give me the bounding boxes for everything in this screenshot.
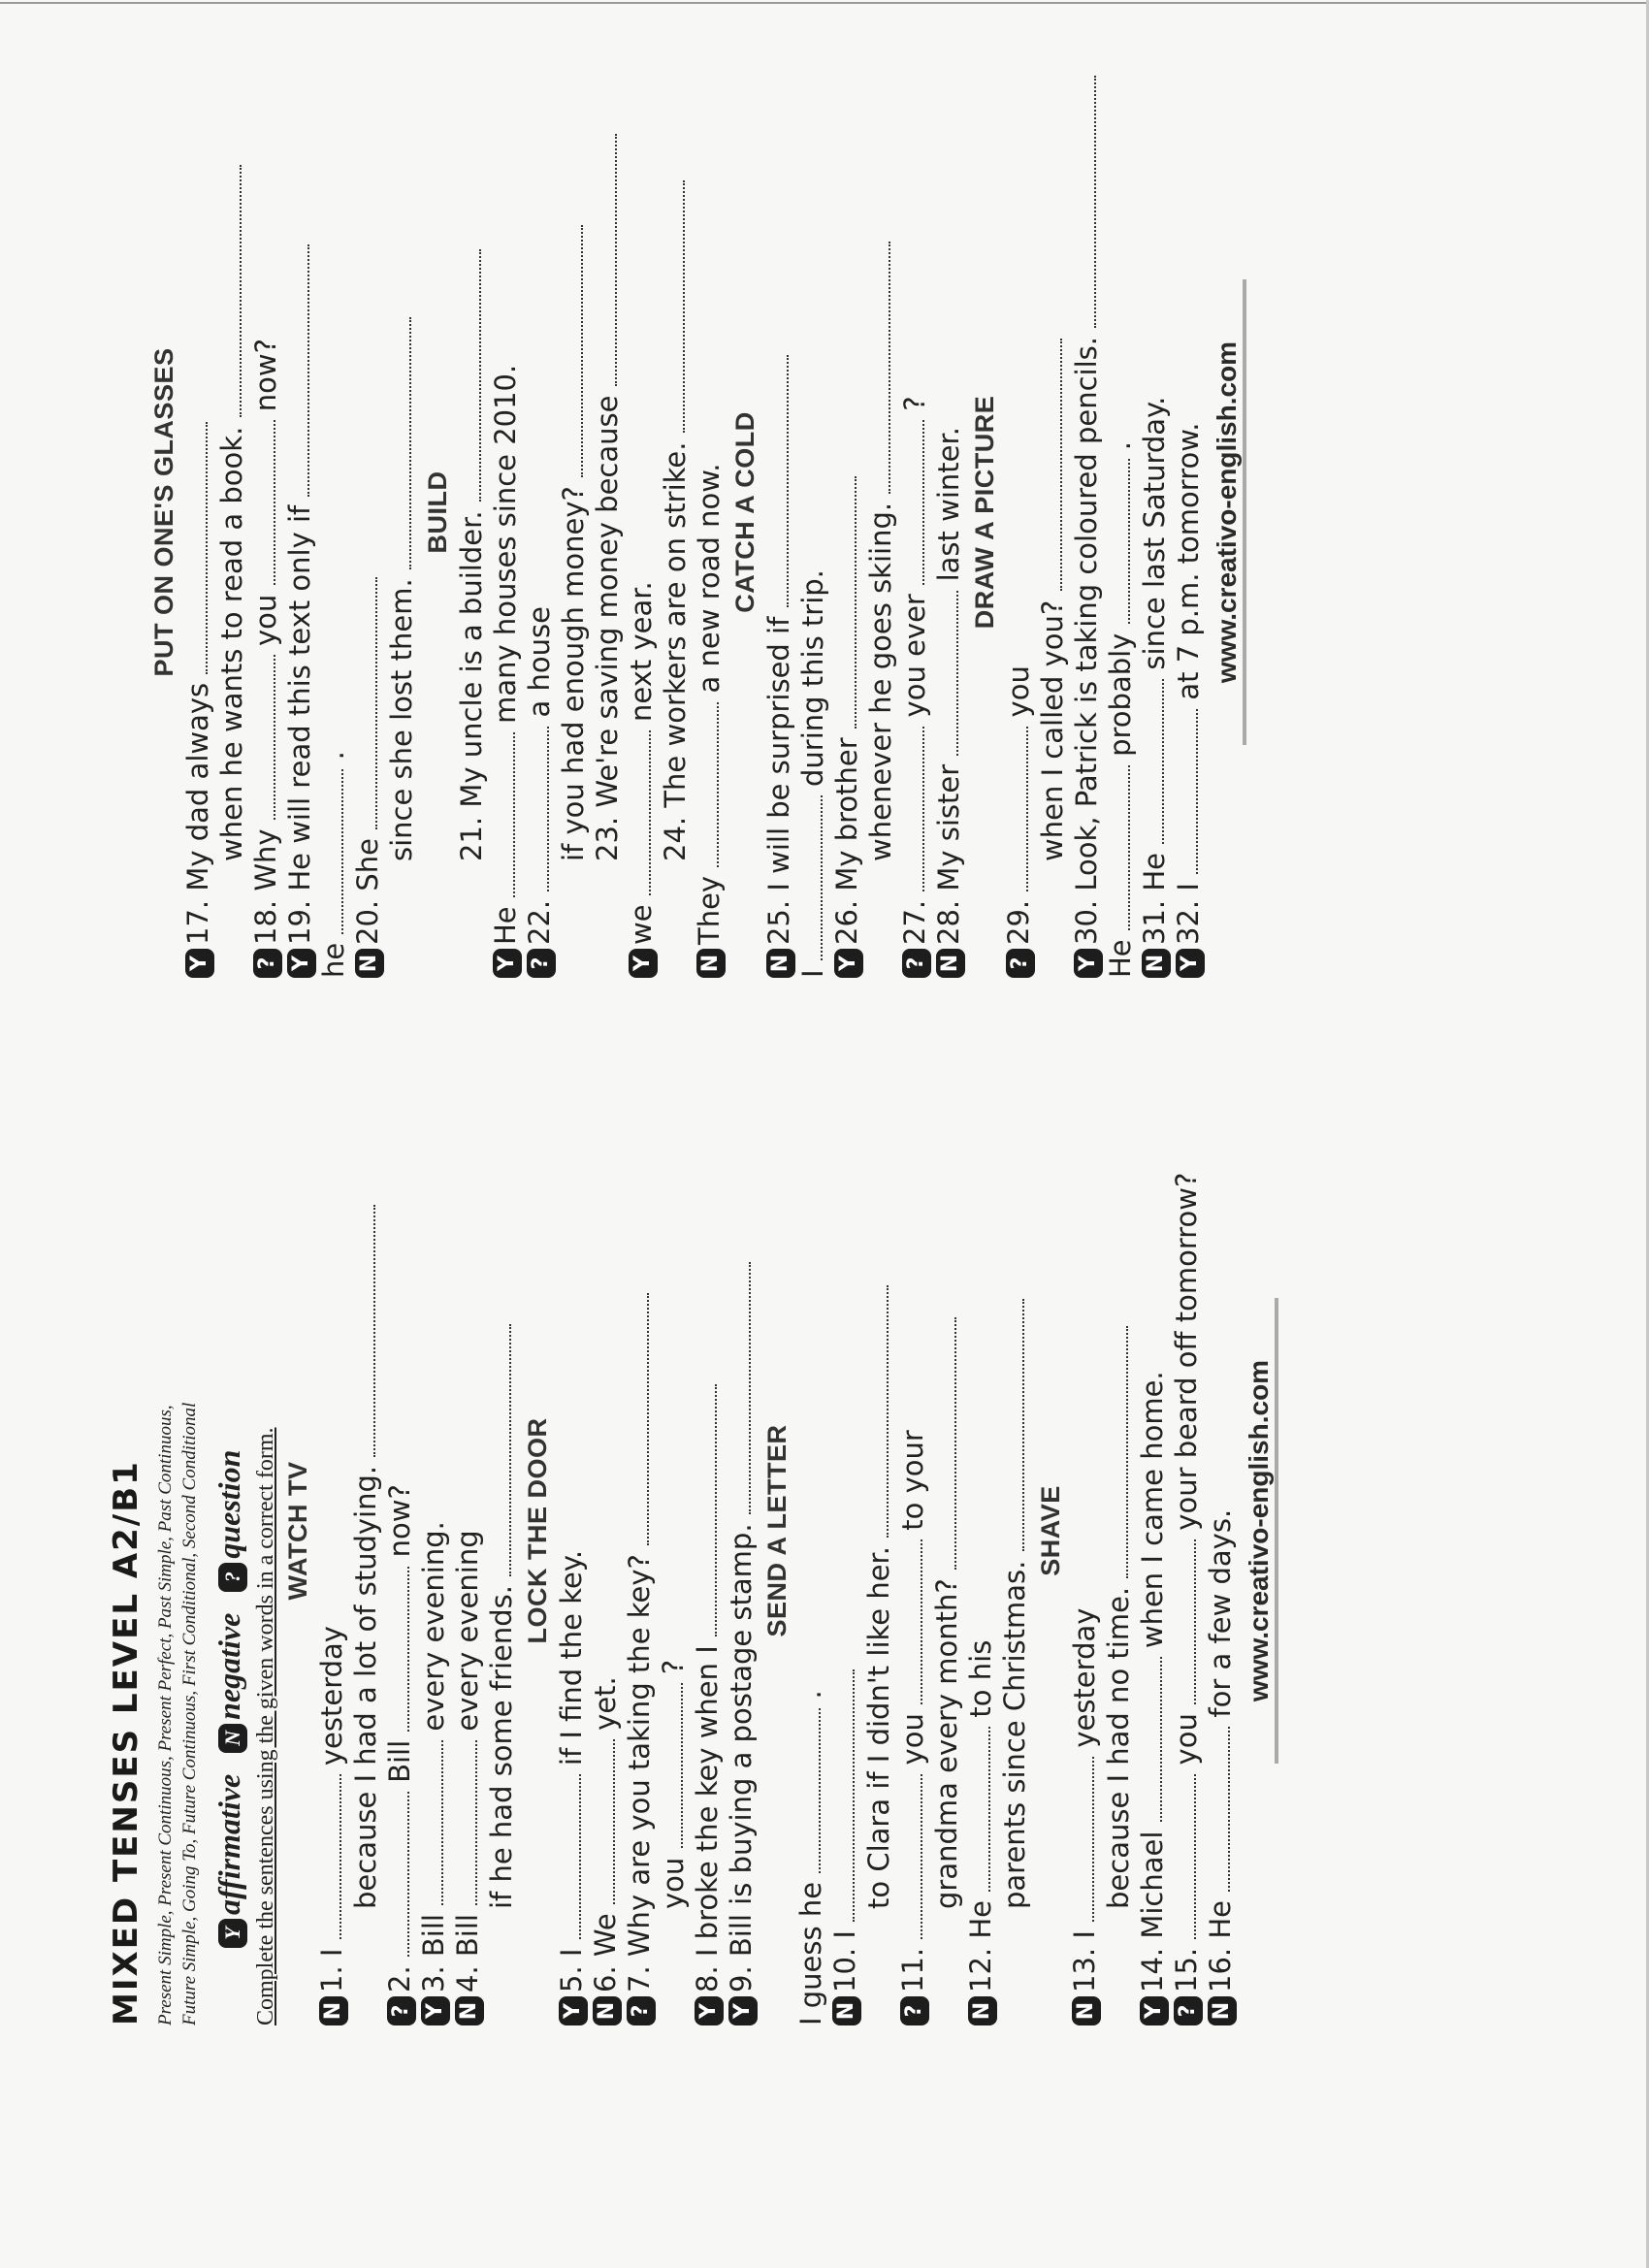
exercise-line — [930, 1036, 964, 2025]
sentence-text: your beard off tomorrow? — [1170, 1172, 1203, 1531]
exercise-line — [828, 1036, 862, 2025]
answer-blank[interactable] — [1107, 459, 1130, 624]
sentence-text: 4. Bill — [451, 1914, 484, 1993]
sentence-text: you ever — [898, 594, 931, 718]
sentence-text: 16. He — [1204, 1900, 1237, 1993]
sentence-text: I guess he — [794, 1881, 827, 2025]
answer-blank[interactable] — [1107, 765, 1130, 930]
sentence-text: every evening. — [417, 1521, 450, 1732]
sentence-text: 26. My brother — [830, 737, 863, 945]
sentence-text: 15. — [1170, 1947, 1203, 1993]
sentence-text: 2. — [383, 1965, 416, 1993]
sentence-text: 19. He will read this text only if — [283, 504, 316, 945]
sentence-text: He — [1104, 939, 1137, 978]
exercise-line — [451, 1036, 485, 2025]
sentence-text: 17. My dad always — [181, 682, 214, 945]
answer-blank[interactable] — [492, 732, 515, 897]
sentence-text: he — [317, 942, 350, 978]
question-icon: ? — [387, 1996, 416, 2025]
question-icon: ? — [627, 1996, 656, 2025]
group-draw-a-picture — [1002, 47, 1206, 978]
answer-blank[interactable] — [628, 730, 651, 895]
exercise-line — [417, 1036, 451, 2025]
exercise-line — [591, 47, 625, 978]
exercise-line — [932, 47, 966, 978]
answer-blank[interactable] — [1173, 1539, 1196, 1704]
affirmative-icon: Y — [629, 949, 658, 978]
sentence-text: 14. Michael — [1136, 1831, 1169, 1993]
group-catch-a-cold — [762, 47, 966, 978]
group-send-a-letter — [794, 1036, 1032, 2025]
sentence-text: you — [657, 1857, 690, 1909]
sentence-text: to your — [896, 1430, 929, 1531]
answer-blank[interactable] — [1175, 709, 1198, 874]
sentence-text: . — [794, 1690, 827, 1700]
answer-blank[interactable] — [728, 1262, 751, 1514]
sentence-text: since she lost them. — [385, 578, 418, 861]
exercise-line — [1170, 1036, 1204, 2025]
affirmative-icon: Y — [493, 949, 522, 978]
sentence-text: every evening — [451, 1530, 484, 1732]
exercise-line — [589, 1036, 623, 2025]
answer-blank[interactable] — [797, 1708, 821, 1873]
section-put-on-glasses: PUT ON ONE'S GLASSES — [149, 347, 178, 677]
answer-blank[interactable] — [833, 476, 857, 729]
sentence-text: you — [1002, 665, 1035, 718]
exercise-line — [693, 47, 727, 978]
sentence-text: 32. I — [1172, 883, 1205, 945]
affirmative-icon: Y — [1176, 949, 1205, 978]
negative-icon: N — [936, 949, 965, 978]
sentence-text: 5. I — [555, 1948, 588, 1993]
exercise-line — [1002, 47, 1036, 978]
answer-blank[interactable] — [352, 1205, 375, 1457]
negative-icon: N — [1208, 1996, 1237, 2025]
question-icon: ? — [218, 1563, 247, 1592]
sentence-text: 9. Bill is buying a postage stamp. — [725, 1523, 758, 1993]
sentence-text: yet. — [589, 1676, 622, 1731]
answer-blank[interactable] — [526, 727, 549, 891]
sentence-text: you — [249, 594, 282, 646]
sentence-text: I — [796, 969, 829, 978]
negative-icon: N — [1142, 949, 1171, 978]
sentence-text: if he had some friends. — [485, 1584, 518, 1909]
answer-blank[interactable] — [386, 1567, 409, 1732]
sentence-text: last winter. — [932, 427, 965, 582]
exercise-line — [1138, 47, 1172, 978]
group-put-on-glasses — [181, 47, 419, 978]
sentence-text: 6. We — [589, 1913, 622, 1993]
affirmative-icon: Y — [185, 949, 214, 978]
column-left — [107, 1036, 1278, 2025]
answer-blank[interactable] — [867, 242, 890, 494]
answer-blank[interactable] — [1173, 1774, 1196, 1939]
sentence-text: 29. — [1002, 899, 1035, 945]
exercise-line — [383, 1036, 417, 2025]
answer-blank[interactable] — [592, 1739, 615, 1904]
affirmative-icon: Y — [421, 1996, 450, 2025]
sentence-text: at 7 p.m. tomorrow. — [1172, 422, 1205, 700]
exercise-line — [1102, 1036, 1136, 2025]
sentence-text: if I find the key. — [555, 1549, 588, 1766]
answer-blank[interactable] — [694, 1384, 717, 1636]
sentence-text: when I called you? — [1036, 599, 1069, 861]
sentence-text: 10. I — [828, 1930, 861, 1993]
exercise-line — [485, 1036, 519, 2025]
answer-blank[interactable] — [560, 225, 583, 477]
sentence-text: now? — [249, 339, 282, 412]
answer-blank[interactable] — [1001, 1299, 1024, 1551]
question-icon: ? — [1174, 1996, 1203, 2025]
exercise-line — [283, 47, 317, 978]
exercise-line — [455, 47, 489, 978]
exercise-line — [1068, 1036, 1102, 2025]
exercise-line — [794, 1036, 828, 2025]
sentence-text: 27. — [898, 899, 931, 945]
section-catch-a-cold: CATCH A COLD — [730, 411, 760, 613]
sentence-text: whenever he goes skiing. — [864, 502, 897, 861]
exercise-line — [659, 47, 693, 978]
answer-blank[interactable] — [626, 1293, 649, 1545]
negative-icon: N — [832, 1996, 861, 2025]
answer-blank[interactable] — [318, 1774, 341, 1939]
exercise-line — [385, 47, 419, 978]
sentence-text: next year. — [625, 581, 658, 722]
answer-blank[interactable] — [865, 1285, 889, 1538]
affirmative-icon: Y — [559, 1996, 588, 2025]
answer-blank[interactable] — [458, 249, 481, 502]
exercise-line — [691, 1036, 725, 2025]
exercise-line — [623, 1036, 657, 2025]
section-draw-a-picture: DRAW A PICTURE — [970, 395, 999, 630]
answer-blank[interactable] — [1141, 679, 1164, 844]
answer-blank[interactable] — [558, 1774, 581, 1939]
group-build — [455, 47, 727, 978]
exercise-line — [349, 1036, 383, 2025]
sentence-text: if you had enough money? — [557, 486, 590, 861]
exercise-line — [317, 47, 351, 978]
sentence-text: when I came home. — [1136, 1371, 1169, 1649]
exercise-line — [762, 47, 796, 978]
question-icon: ? — [900, 1996, 929, 2025]
sentence-text: you — [1170, 1713, 1203, 1766]
answer-blank[interactable] — [1005, 727, 1028, 891]
exercise-line — [657, 1036, 691, 2025]
sentence-text: They — [693, 875, 726, 945]
answer-blank[interactable] — [831, 1669, 855, 1922]
answer-blank[interactable] — [184, 422, 208, 674]
section-shave: SHAVE — [1036, 1485, 1065, 1576]
affirmative-icon: Y — [695, 1996, 724, 2025]
affirmative-icon: Y — [218, 1919, 247, 1948]
group-lock-the-door — [555, 1036, 759, 2025]
answer-blank[interactable] — [286, 244, 309, 497]
answer-blank[interactable] — [660, 1683, 683, 1848]
sentence-text: ? — [657, 1659, 690, 1675]
sentence-text: 20. She — [351, 838, 384, 945]
footer-url-right: www.creativo-english.com — [1212, 340, 1242, 684]
answer-blank[interactable] — [799, 795, 823, 960]
sentence-text: 21. My uncle is a builder. — [455, 510, 488, 861]
sentence-text: for a few days. — [1204, 1508, 1237, 1718]
answer-blank[interactable] — [1139, 1657, 1162, 1822]
exercise-line — [830, 47, 864, 978]
affirmative-icon: Y — [728, 1996, 758, 2025]
sentence-text: we — [625, 904, 658, 945]
sentence-text: when he wants to read a book. — [215, 426, 248, 861]
sentence-text: yesterday — [315, 1626, 348, 1766]
footer-url-left: www.creativo-english.com — [1244, 1359, 1274, 1702]
answer-blank[interactable] — [933, 1317, 956, 1570]
exercise-line — [249, 47, 283, 978]
answer-blank[interactable] — [695, 702, 719, 867]
sentence-text: during this trip. — [796, 569, 829, 787]
sentence-text: ? — [898, 396, 931, 411]
section-build: BUILD — [423, 470, 452, 554]
negative-icon: N — [696, 949, 726, 978]
negative-icon: N — [218, 1724, 247, 1753]
tenses-list-line-2: Future Simple, Going To, Future Continuous, First Conditional, Second Conditional — [179, 1402, 200, 2025]
exercise-line — [864, 47, 898, 978]
sentence-text: many houses since 2010. — [489, 364, 522, 724]
affirmative-icon: Y — [834, 949, 863, 978]
exercise-line — [215, 47, 249, 978]
sentence-text: a house — [523, 605, 556, 718]
answer-blank[interactable] — [386, 1792, 409, 1957]
sentence-text: parents since Christmas. — [998, 1560, 1031, 1909]
sentence-text: 11. — [896, 1947, 929, 1993]
answer-blank[interactable] — [901, 727, 924, 891]
exercise-line — [555, 1036, 589, 2025]
answer-blank[interactable] — [1073, 76, 1096, 328]
sentence-text: Bill — [383, 1739, 416, 1783]
section-lock-the-door: LOCK THE DOOR — [523, 1417, 552, 1644]
sentence-text: 3. Bill — [417, 1914, 450, 1993]
section-send-a-letter: SEND A LETTER — [762, 1424, 792, 1637]
exercise-line — [998, 1036, 1032, 2025]
negative-icon: N — [455, 1996, 484, 2025]
answer-blank[interactable] — [765, 355, 789, 607]
footer-bar-left — [1275, 1298, 1278, 1764]
affirmative-icon: Y — [1140, 1996, 1169, 2025]
sentence-text: 30. Look, Patrick is taking coloured pencils. — [1070, 337, 1103, 945]
exercise-line — [1036, 47, 1070, 978]
exercise-line — [557, 47, 591, 978]
exercise-line — [796, 47, 830, 978]
question-icon: ? — [527, 949, 556, 978]
sentence-text: 24. The workers are on strike. — [659, 441, 692, 861]
answer-blank[interactable] — [354, 577, 377, 829]
sentence-text: He — [489, 906, 522, 945]
tenses-list-line-1: Present Simple, Present Continuous, Present Perfect, Past Simple, Past Continuous, — [155, 1405, 176, 2025]
answer-blank[interactable] — [1039, 339, 1062, 591]
exercise-line — [896, 1036, 930, 2025]
exercise-line — [315, 1036, 349, 2025]
answer-blank[interactable] — [662, 180, 685, 433]
sentence-text: a new road now. — [693, 463, 726, 694]
answer-blank[interactable] — [252, 420, 275, 585]
sentence-text: yesterday — [1068, 1607, 1101, 1748]
sentence-text: you — [896, 1713, 929, 1766]
answer-blank[interactable] — [488, 1324, 511, 1576]
exercise-line — [1136, 1036, 1170, 2025]
answer-blank[interactable] — [420, 1740, 443, 1905]
footer-bar-right — [1243, 279, 1246, 745]
sentence-text: 25. I will be surprised if — [762, 616, 795, 945]
exercise-line — [1070, 47, 1104, 978]
exercise-line — [862, 1036, 896, 2025]
sentence-text: 31. He — [1138, 853, 1171, 945]
sentence-text: 23. We're saving money because — [591, 395, 624, 861]
negative-icon: N — [1072, 1996, 1101, 2025]
sentence-text: now? — [383, 1484, 416, 1558]
legend — [211, 1036, 247, 1948]
question-icon: ? — [902, 949, 931, 978]
column-right — [146, 47, 1246, 978]
sentence-text: because I had a lot of studying. — [349, 1465, 382, 1909]
negative-icon: N — [355, 949, 384, 978]
sentence-text: since last Saturday. — [1138, 396, 1171, 670]
sentence-text: 13. I — [1068, 1930, 1101, 1993]
affirmative-icon: Y — [1074, 949, 1103, 978]
negative-icon: N — [319, 1996, 348, 2025]
negative-icon: N — [766, 949, 795, 978]
sentence-text: 22. — [523, 899, 556, 945]
answer-blank[interactable] — [1105, 1326, 1128, 1578]
sentence-text: 1. I — [315, 1948, 348, 1993]
legend-affirmative: Yaffirmative — [211, 1774, 246, 1948]
exercise-line — [1172, 47, 1206, 978]
answer-blank[interactable] — [899, 1774, 922, 1939]
answer-blank[interactable] — [967, 1727, 990, 1892]
exercise-line — [725, 1036, 759, 2025]
question-icon: ? — [1006, 949, 1035, 978]
sentence-text: 7. Why are you taking the key? — [623, 1554, 656, 1993]
answer-blank[interactable] — [218, 165, 242, 417]
answer-blank[interactable] — [899, 1539, 922, 1704]
negative-icon: N — [968, 1996, 997, 2025]
answer-blank[interactable] — [1071, 1757, 1094, 1922]
exercise-line — [489, 47, 523, 978]
answer-blank[interactable] — [594, 134, 617, 386]
answer-blank[interactable] — [320, 769, 343, 934]
group-shave — [1068, 1036, 1238, 2025]
sentence-text: 18. Why — [249, 828, 282, 945]
affirmative-icon: Y — [287, 949, 316, 978]
negative-icon: N — [593, 1996, 622, 2025]
exercise-line — [351, 47, 385, 978]
exercise-line — [1104, 47, 1138, 978]
sentence-text: . — [1104, 441, 1137, 451]
sentence-text: to Clara if I didn't like her. — [862, 1545, 895, 1909]
sentence-text: probably — [1104, 632, 1137, 757]
group-watch-tv — [315, 1036, 519, 2025]
sentence-text: 28. My sister — [932, 763, 965, 945]
legend-negative: Nnegative — [211, 1613, 246, 1753]
answer-blank[interactable] — [901, 420, 924, 585]
sentence-text: grandma every month? — [930, 1578, 963, 1909]
sentence-text: . — [317, 751, 350, 761]
sentence-text: to his — [964, 1639, 997, 1718]
exercise-line — [964, 1036, 998, 2025]
sentence-text: 12. He — [964, 1900, 997, 1993]
exercise-line — [898, 47, 932, 978]
sentence-text: because I had no time. — [1102, 1586, 1135, 1909]
exercise-line — [181, 47, 215, 978]
section-watch-tv: WATCH TV — [283, 1461, 312, 1601]
exercise-line — [523, 47, 557, 978]
answer-blank[interactable] — [1207, 1727, 1230, 1892]
exercise-line — [1204, 1036, 1238, 2025]
exercise-line — [625, 47, 659, 978]
answer-blank[interactable] — [252, 655, 275, 820]
answer-blank[interactable] — [454, 1740, 477, 1905]
worksheet-title: MIXED TENSES LEVEL A2/B1 — [107, 1460, 146, 2025]
instructions: Complete the sentences using the given words in a correct form. — [253, 1427, 278, 2025]
answer-blank[interactable] — [388, 317, 411, 569]
question-icon: ? — [253, 949, 282, 978]
legend-question: ?question — [211, 1450, 246, 1592]
answer-blank[interactable] — [935, 591, 958, 756]
sentence-text: 8. I broke the key when I — [691, 1645, 724, 1993]
